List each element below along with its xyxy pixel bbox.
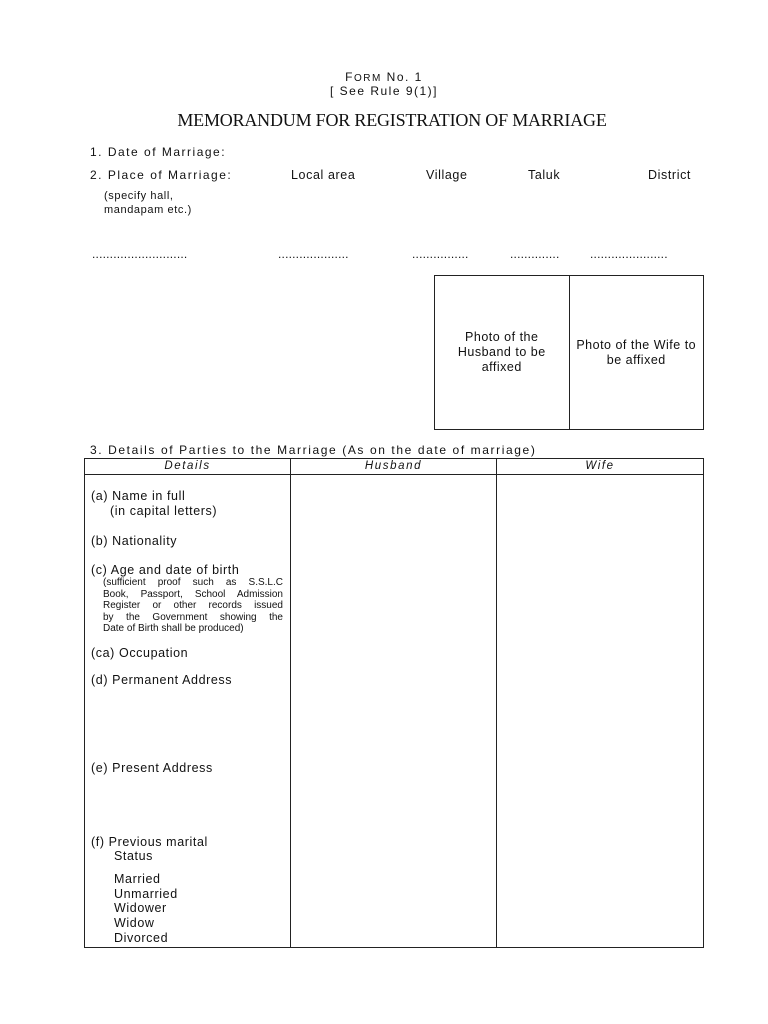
status-option-married: Married xyxy=(114,872,161,886)
district-label: District xyxy=(648,168,691,182)
nationality-label: (b) Nationality xyxy=(91,534,178,548)
wife-header: Wife xyxy=(585,460,615,472)
wife-details-column[interactable] xyxy=(497,475,702,947)
details-header: Details xyxy=(164,460,211,472)
place-blank-3[interactable]: ................ xyxy=(412,247,469,261)
place-blank-2[interactable]: .................... xyxy=(278,247,349,261)
village-label: Village xyxy=(426,168,468,182)
age-note-line: by the Government showing the xyxy=(103,611,283,623)
date-of-marriage-label: 1. Date of Marriage: xyxy=(90,145,227,159)
age-proof-note xyxy=(103,577,283,635)
status-option-widow: Widow xyxy=(114,916,155,930)
name-label: (a) Name in full xyxy=(91,489,186,503)
wife-photo-box[interactable] xyxy=(569,276,704,429)
taluk-label: Taluk xyxy=(528,168,561,182)
age-note-line: Register or other records issued xyxy=(103,600,283,612)
husband-header: Husband xyxy=(364,460,423,472)
place-note-line1: (specify hall, xyxy=(104,190,174,202)
previous-status-label: (f) Previous marital xyxy=(91,835,208,849)
permanent-address-label: (d) Permanent Address xyxy=(91,673,233,687)
place-blank-4[interactable]: .............. xyxy=(510,247,560,261)
place-blank-5[interactable]: ...................... xyxy=(590,247,668,261)
occupation-label: (ca) Occupation xyxy=(91,646,189,660)
status-option-divorced: Divorced xyxy=(114,931,169,945)
page-title: MEMORANDUM FOR REGISTRATION OF MARRIAGE xyxy=(177,110,607,130)
form-number-initial: F xyxy=(345,70,354,84)
age-note-line: (sufficient proof such as S.S.L.C xyxy=(103,577,283,588)
wife-photo-label: Photo of the Wife to be affixed xyxy=(576,337,697,367)
status-option-widower: Widower xyxy=(114,901,167,915)
age-note-line: Date of Birth shall be produced) xyxy=(103,623,244,635)
age-note-line: Book, Passport, School Admission xyxy=(103,588,283,600)
husband-photo-box[interactable] xyxy=(435,276,569,429)
details-of-parties-label: 3. Details of Parties to the Marriage (As on the date of marriage) xyxy=(90,443,537,457)
form-number-smallcaps: ORM xyxy=(353,73,382,84)
local-area-label: Local area xyxy=(291,168,356,182)
details-table xyxy=(84,458,704,948)
husband-details-column[interactable] xyxy=(291,475,496,947)
rule-reference: [ See Rule 9(1)] xyxy=(329,84,439,98)
form-number xyxy=(0,70,768,84)
place-of-marriage-label: 2. Place of Marriage: xyxy=(90,168,233,182)
previous-status-sublabel: Status xyxy=(114,849,154,863)
husband-photo-label: Photo of the Husband to be affixed xyxy=(457,330,546,374)
present-address-label: (e) Present Address xyxy=(91,761,213,775)
place-blank-1[interactable]: ........................... xyxy=(92,247,188,261)
age-label: (c) Age and date of birth xyxy=(91,563,240,577)
status-option-unmarried: Unmarried xyxy=(114,887,178,901)
form-number-tail: No. 1 xyxy=(381,70,423,84)
place-note-line2: mandapam etc.) xyxy=(104,204,192,216)
photo-boxes xyxy=(434,275,704,430)
name-sublabel: (in capital letters) xyxy=(110,504,218,518)
